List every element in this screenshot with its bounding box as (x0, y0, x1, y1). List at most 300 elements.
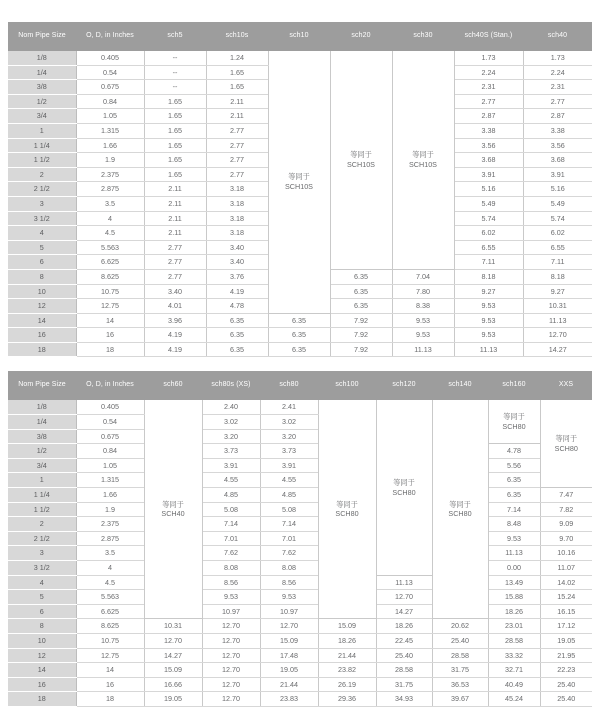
col-header-od-inches (76, 22, 144, 51)
col-header-sch40s (454, 22, 523, 51)
cell-sch100: 29.36 (318, 692, 376, 707)
cell-od-inches: 16 (76, 328, 144, 343)
cell-sch40s: 3.68 (454, 153, 523, 168)
cell-sch40s: 3.56 (454, 138, 523, 153)
col-header-sch100: sch100 (318, 371, 376, 400)
table-row (8, 663, 592, 678)
cell-sch80: 8.08 (260, 561, 318, 576)
cell-sch80s: 12.70 (202, 648, 260, 663)
cell-sch80: 15.09 (260, 633, 318, 648)
cell-sch5: 2.77 (144, 255, 206, 270)
cell-sch80s: 4.85 (202, 488, 260, 503)
col-header-sch30: sch30 (392, 22, 454, 51)
note-en: SCH40 (161, 509, 185, 519)
cell-sch5: 2.77 (144, 269, 206, 284)
cell-xxs: 9.70 (540, 531, 592, 546)
cell-sch5: 4.19 (144, 328, 206, 343)
cell-sch20: 6.35 (330, 284, 392, 299)
table-1-body (8, 51, 592, 357)
cell-od-inches: 0.675 (76, 429, 144, 444)
table-row (8, 546, 592, 561)
cell-od-inches: 0.675 (76, 80, 144, 95)
cell-od-inches: 16 (76, 677, 144, 692)
table-row (8, 517, 592, 532)
cell-nom-pipe-size: 1 1/4 (8, 488, 76, 503)
cell-od-inches: 1.315 (76, 123, 144, 138)
table-row (8, 590, 592, 605)
cell-sch40s: 9.53 (454, 328, 523, 343)
cell-sch10s: 3.18 (206, 211, 268, 226)
cell-sch20: 6.35 (330, 269, 392, 284)
cell-sch20: 7.92 (330, 328, 392, 343)
note-sch60-equivalent (144, 400, 202, 618)
cell-sch10s: 2.77 (206, 153, 268, 168)
table-row (8, 488, 592, 503)
cell-sch140: 28.58 (432, 648, 488, 663)
cell-sch80: 7.14 (260, 517, 318, 532)
cell-nom-pipe-size: 4 (8, 226, 76, 241)
cell-sch10s: 3.40 (206, 240, 268, 255)
table-2-body (8, 400, 592, 706)
cell-sch60: 10.31 (144, 619, 202, 634)
cell-sch100: 15.09 (318, 619, 376, 634)
cell-nom-pipe-size: 1/2 (8, 94, 76, 109)
cell-sch80s: 8.08 (202, 561, 260, 576)
cell-sch30: 11.13 (392, 342, 454, 357)
cell-sch10: 6.35 (268, 328, 330, 343)
cell-od-inches: 1.315 (76, 473, 144, 488)
cell-sch120: 28.58 (376, 663, 432, 678)
cell-sch40: 8.18 (523, 269, 592, 284)
cell-sch160: 6.35 (488, 473, 540, 488)
cell-sch40s: 7.11 (454, 255, 523, 270)
cell-od-inches: 0.84 (76, 94, 144, 109)
cell-od-inches: 2.375 (76, 517, 144, 532)
cell-nom-pipe-size: 3/4 (8, 109, 76, 124)
col-header-sch140: sch140 (432, 371, 488, 400)
cell-nom-pipe-size: 1 1/2 (8, 153, 76, 168)
cell-sch10s: 2.77 (206, 167, 268, 182)
cell-sch40s: 5.49 (454, 196, 523, 211)
note-sch120-equivalent (376, 400, 432, 575)
col-header-sch80: sch80 (260, 371, 318, 400)
cell-xxs: 9.09 (540, 517, 592, 532)
cell-sch10s: 6.35 (206, 328, 268, 343)
cell-sch160: 5.56 (488, 458, 540, 473)
cell-od-inches: 8.625 (76, 619, 144, 634)
col-header-nom-pipe-size (8, 371, 76, 400)
note-sch100-equivalent (318, 400, 376, 618)
cell-sch5: 4.19 (144, 342, 206, 357)
cell-od-inches: 2.875 (76, 182, 144, 197)
note-sch20-equivalent (330, 51, 392, 269)
note-cn: 等同于 (162, 499, 184, 509)
cell-sch10: 6.35 (268, 342, 330, 357)
cell-sch10s: 1.24 (206, 51, 268, 65)
cell-sch80s: 8.56 (202, 575, 260, 590)
col-header-line-2: (Stan.) (490, 31, 513, 39)
cell-sch80: 21.44 (260, 677, 318, 692)
cell-sch160: 9.53 (488, 531, 540, 546)
cell-od-inches: 2.375 (76, 167, 144, 182)
cell-sch80: 23.83 (260, 692, 318, 707)
cell-sch80: 5.08 (260, 502, 318, 517)
col-header-sch120: sch120 (376, 371, 432, 400)
cell-od-inches: 0.84 (76, 444, 144, 459)
col-header-line-1: O, D, in (86, 381, 111, 389)
cell-sch80s: 9.53 (202, 590, 260, 605)
note-cn: 等同于 (555, 434, 578, 444)
cell-sch10s: 4.19 (206, 284, 268, 299)
cell-sch5: 1.65 (144, 138, 206, 153)
cell-xxs: 17.12 (540, 619, 592, 634)
cell-sch80s: 3.73 (202, 444, 260, 459)
cell-sch160: 8.48 (488, 517, 540, 532)
cell-xxs: 7.47 (540, 488, 592, 503)
cell-sch10s: 2.77 (206, 123, 268, 138)
cell-od-inches: 4.5 (76, 226, 144, 241)
cell-sch160: 32.71 (488, 663, 540, 678)
cell-sch10s: 1.65 (206, 80, 268, 95)
cell-nom-pipe-size: 5 (8, 590, 76, 605)
col-header-line-2: Size (51, 381, 66, 389)
cell-sch80s: 12.70 (202, 633, 260, 648)
cell-sch40: 3.91 (523, 167, 592, 182)
cell-od-inches: 6.625 (76, 604, 144, 619)
note-en: SCH80 (554, 443, 578, 453)
table-row (8, 328, 592, 343)
cell-sch160: 4.78 (488, 444, 540, 459)
cell-sch40s: 2.87 (454, 109, 523, 124)
note-sch160-equivalent (488, 400, 540, 443)
cell-sch80: 4.55 (260, 473, 318, 488)
cell-sch160: 11.13 (488, 546, 540, 561)
cell-nom-pipe-size: 8 (8, 619, 76, 634)
cell-sch160: 0.00 (488, 561, 540, 576)
cell-nom-pipe-size: 1/8 (8, 51, 76, 65)
cell-od-inches: 18 (76, 692, 144, 707)
table-row (8, 458, 592, 473)
note-sch140-equivalent (432, 400, 488, 618)
cell-sch40s: 3.91 (454, 167, 523, 182)
col-header-sch10s: sch10s (206, 22, 268, 51)
col-header-sch20: sch20 (330, 22, 392, 51)
cell-sch100: 18.26 (318, 633, 376, 648)
cell-od-inches: 3.5 (76, 546, 144, 561)
cell-od-inches: 1.9 (76, 153, 144, 168)
cell-sch80s: 12.70 (202, 677, 260, 692)
cell-sch10s: 2.11 (206, 94, 268, 109)
cell-sch10s: 6.35 (206, 342, 268, 357)
cell-od-inches: 4 (76, 561, 144, 576)
cell-od-inches: 4.5 (76, 575, 144, 590)
table-1-header (8, 22, 592, 51)
cell-sch80: 3.73 (260, 444, 318, 459)
table-row (8, 313, 592, 328)
cell-sch140: 36.53 (432, 677, 488, 692)
cell-nom-pipe-size: 1/2 (8, 444, 76, 459)
note-en: SCH10S (409, 159, 437, 169)
cell-sch10s: 4.78 (206, 299, 268, 314)
note-cn: 等同于 (288, 172, 310, 182)
table-row (8, 604, 592, 619)
cell-sch30: 8.38 (392, 299, 454, 314)
cell-sch10s: 3.18 (206, 226, 268, 241)
cell-nom-pipe-size: 3 1/2 (8, 211, 76, 226)
cell-sch160: 40.49 (488, 677, 540, 692)
cell-xxs: 25.40 (540, 692, 592, 707)
cell-sch60: 19.05 (144, 692, 202, 707)
cell-sch5: 2.11 (144, 196, 206, 211)
cell-sch80s: 7.14 (202, 517, 260, 532)
note-en: SCH80 (335, 509, 359, 519)
cell-sch80s: 4.55 (202, 473, 260, 488)
cell-sch120: 22.45 (376, 633, 432, 648)
cell-sch140: 25.40 (432, 633, 488, 648)
cell-nom-pipe-size: 3 1/2 (8, 561, 76, 576)
cell-od-inches: 12.75 (76, 648, 144, 663)
col-header-sch40: sch40 (523, 22, 592, 51)
cell-xxs: 19.05 (540, 633, 592, 648)
cell-sch40: 12.70 (523, 328, 592, 343)
cell-sch5: 1.65 (144, 153, 206, 168)
cell-od-inches: 12.75 (76, 299, 144, 314)
cell-nom-pipe-size: 12 (8, 299, 76, 314)
col-header-nom-pipe-size (8, 22, 76, 51)
cell-sch80s: 2.40 (202, 400, 260, 414)
col-header-line-1: sch40S (464, 31, 489, 39)
cell-xxs: 11.07 (540, 561, 592, 576)
col-header-line-2: Inches (112, 381, 134, 389)
cell-sch120: 25.40 (376, 648, 432, 663)
cell-od-inches: 10.75 (76, 284, 144, 299)
note-cn: 等同于 (503, 412, 525, 422)
col-header-od-inches (76, 371, 144, 400)
cell-sch10s: 3.18 (206, 182, 268, 197)
note-en: SCH80 (502, 421, 526, 431)
cell-od-inches: 1.66 (76, 488, 144, 503)
cell-sch80: 8.56 (260, 575, 318, 590)
cell-sch10s: 3.40 (206, 255, 268, 270)
cell-nom-pipe-size: 2 (8, 167, 76, 182)
cell-sch40s: 9.27 (454, 284, 523, 299)
cell-sch5: 1.65 (144, 167, 206, 182)
cell-sch80: 2.41 (260, 400, 318, 414)
table-row (8, 51, 592, 65)
table-row (8, 444, 592, 459)
table-row (8, 342, 592, 357)
cell-sch80s: 12.70 (202, 663, 260, 678)
cell-od-inches: 4 (76, 211, 144, 226)
cell-sch80s: 12.70 (202, 692, 260, 707)
cell-sch5: -- (144, 65, 206, 80)
table-row (8, 677, 592, 692)
col-header-sch60: sch60 (144, 371, 202, 400)
table-row (8, 400, 592, 414)
cell-sch5: 3.40 (144, 284, 206, 299)
cell-nom-pipe-size: 3 (8, 196, 76, 211)
cell-nom-pipe-size: 2 1/2 (8, 182, 76, 197)
cell-sch160: 7.14 (488, 502, 540, 517)
col-header-line-2: Inches (112, 31, 134, 39)
cell-sch10s: 1.65 (206, 65, 268, 80)
cell-od-inches: 0.405 (76, 51, 144, 65)
cell-sch30: 9.53 (392, 313, 454, 328)
cell-sch140: 31.75 (432, 663, 488, 678)
cell-sch120: 34.93 (376, 692, 432, 707)
cell-sch40: 5.74 (523, 211, 592, 226)
pipe-schedule-table-1 (8, 22, 592, 357)
cell-sch40: 2.77 (523, 94, 592, 109)
cell-od-inches: 10.75 (76, 633, 144, 648)
cell-nom-pipe-size: 3/8 (8, 429, 76, 444)
cell-nom-pipe-size: 10 (8, 633, 76, 648)
cell-nom-pipe-size: 16 (8, 677, 76, 692)
note-en: SCH10S (285, 181, 313, 191)
cell-sch5: 2.11 (144, 182, 206, 197)
cell-sch40: 9.27 (523, 284, 592, 299)
cell-od-inches: 0.54 (76, 65, 144, 80)
cell-sch5: -- (144, 80, 206, 95)
cell-sch40s: 11.13 (454, 342, 523, 357)
cell-od-inches: 5.563 (76, 590, 144, 605)
cell-sch40: 5.16 (523, 182, 592, 197)
cell-nom-pipe-size: 2 1/2 (8, 531, 76, 546)
cell-sch40: 6.02 (523, 226, 592, 241)
cell-sch80: 3.91 (260, 458, 318, 473)
cell-sch40s: 2.24 (454, 65, 523, 80)
cell-sch80s: 3.91 (202, 458, 260, 473)
note-cn: 等同于 (336, 499, 358, 509)
cell-sch40: 11.13 (523, 313, 592, 328)
cell-nom-pipe-size: 8 (8, 269, 76, 284)
cell-nom-pipe-size: 1 1/2 (8, 502, 76, 517)
cell-od-inches: 18 (76, 342, 144, 357)
cell-sch40: 3.38 (523, 123, 592, 138)
cell-sch5: 2.11 (144, 226, 206, 241)
cell-sch10s: 2.77 (206, 138, 268, 153)
cell-sch80: 10.97 (260, 604, 318, 619)
cell-nom-pipe-size: 6 (8, 604, 76, 619)
note-cn: 等同于 (350, 150, 372, 160)
cell-sch10s: 3.76 (206, 269, 268, 284)
col-header-sch80s (202, 371, 260, 400)
cell-xxs: 22.23 (540, 663, 592, 678)
cell-sch60: 16.66 (144, 677, 202, 692)
cell-nom-pipe-size: 1/4 (8, 415, 76, 430)
cell-sch80: 7.62 (260, 546, 318, 561)
cell-nom-pipe-size: 5 (8, 240, 76, 255)
cell-nom-pipe-size: 1/4 (8, 65, 76, 80)
cell-sch10s: 6.35 (206, 313, 268, 328)
cell-sch140: 20.62 (432, 619, 488, 634)
cell-sch40s: 6.02 (454, 226, 523, 241)
cell-sch80s: 12.70 (202, 619, 260, 634)
cell-sch5: 2.77 (144, 240, 206, 255)
col-header-line-1: sch80s (211, 381, 235, 389)
cell-sch160: 6.35 (488, 488, 540, 503)
table-row (8, 648, 592, 663)
cell-xxs: 21.95 (540, 648, 592, 663)
cell-nom-pipe-size: 6 (8, 255, 76, 270)
table-row (8, 531, 592, 546)
table-row (8, 473, 592, 488)
cell-sch40s: 9.53 (454, 313, 523, 328)
table-row (8, 561, 592, 576)
cell-sch80: 3.02 (260, 415, 318, 430)
cell-sch5: 1.65 (144, 109, 206, 124)
table-row (8, 633, 592, 648)
note-cn: 等同于 (393, 477, 415, 487)
note-en: SCH80 (448, 509, 472, 519)
cell-sch10s: 2.11 (206, 109, 268, 124)
cell-sch160: 23.01 (488, 619, 540, 634)
col-header-line-2: (XS) (236, 381, 251, 389)
cell-sch80: 4.85 (260, 488, 318, 503)
cell-nom-pipe-size: 16 (8, 328, 76, 343)
cell-od-inches: 1.05 (76, 109, 144, 124)
cell-sch5: 4.01 (144, 299, 206, 314)
cell-sch80s: 7.62 (202, 546, 260, 561)
col-header-line-1: Nom Pipe (18, 381, 50, 389)
cell-sch100: 21.44 (318, 648, 376, 663)
note-sch10-equivalent (268, 51, 330, 313)
cell-sch80s: 5.08 (202, 502, 260, 517)
cell-nom-pipe-size: 4 (8, 575, 76, 590)
note-en: SCH80 (392, 487, 416, 497)
table-2-header (8, 371, 592, 400)
cell-nom-pipe-size: 12 (8, 648, 76, 663)
cell-sch80: 9.53 (260, 590, 318, 605)
cell-od-inches: 1.05 (76, 458, 144, 473)
cell-nom-pipe-size: 3/8 (8, 80, 76, 95)
cell-od-inches: 8.625 (76, 269, 144, 284)
cell-sch10: 6.35 (268, 313, 330, 328)
cell-nom-pipe-size: 3 (8, 546, 76, 561)
cell-sch160: 13.49 (488, 575, 540, 590)
cell-sch60: 15.09 (144, 663, 202, 678)
cell-od-inches: 0.405 (76, 400, 144, 414)
cell-sch40s: 8.18 (454, 269, 523, 284)
cell-od-inches: 2.875 (76, 531, 144, 546)
cell-sch80s: 10.97 (202, 604, 260, 619)
cell-sch20: 7.92 (330, 342, 392, 357)
col-header-xxs: XXS (540, 371, 592, 400)
cell-sch60: 12.70 (144, 633, 202, 648)
cell-sch5: -- (144, 51, 206, 65)
cell-sch80: 19.05 (260, 663, 318, 678)
cell-sch20: 6.35 (330, 299, 392, 314)
cell-sch120: 11.13 (376, 575, 432, 590)
cell-sch120: 12.70 (376, 590, 432, 605)
cell-sch40s: 3.38 (454, 123, 523, 138)
cell-nom-pipe-size: 14 (8, 663, 76, 678)
cell-sch80s: 3.20 (202, 429, 260, 444)
cell-sch100: 26.19 (318, 677, 376, 692)
cell-sch160: 33.32 (488, 648, 540, 663)
cell-sch100: 23.82 (318, 663, 376, 678)
table-row (8, 575, 592, 590)
cell-xxs: 14.02 (540, 575, 592, 590)
cell-sch120: 18.26 (376, 619, 432, 634)
note-sch30-equivalent (392, 51, 454, 269)
cell-sch40s: 6.55 (454, 240, 523, 255)
cell-od-inches: 14 (76, 313, 144, 328)
cell-sch40s: 2.31 (454, 80, 523, 95)
col-header-line-1: Nom Pipe (18, 31, 50, 39)
col-header-sch5: sch5 (144, 22, 206, 51)
table-row (8, 619, 592, 634)
